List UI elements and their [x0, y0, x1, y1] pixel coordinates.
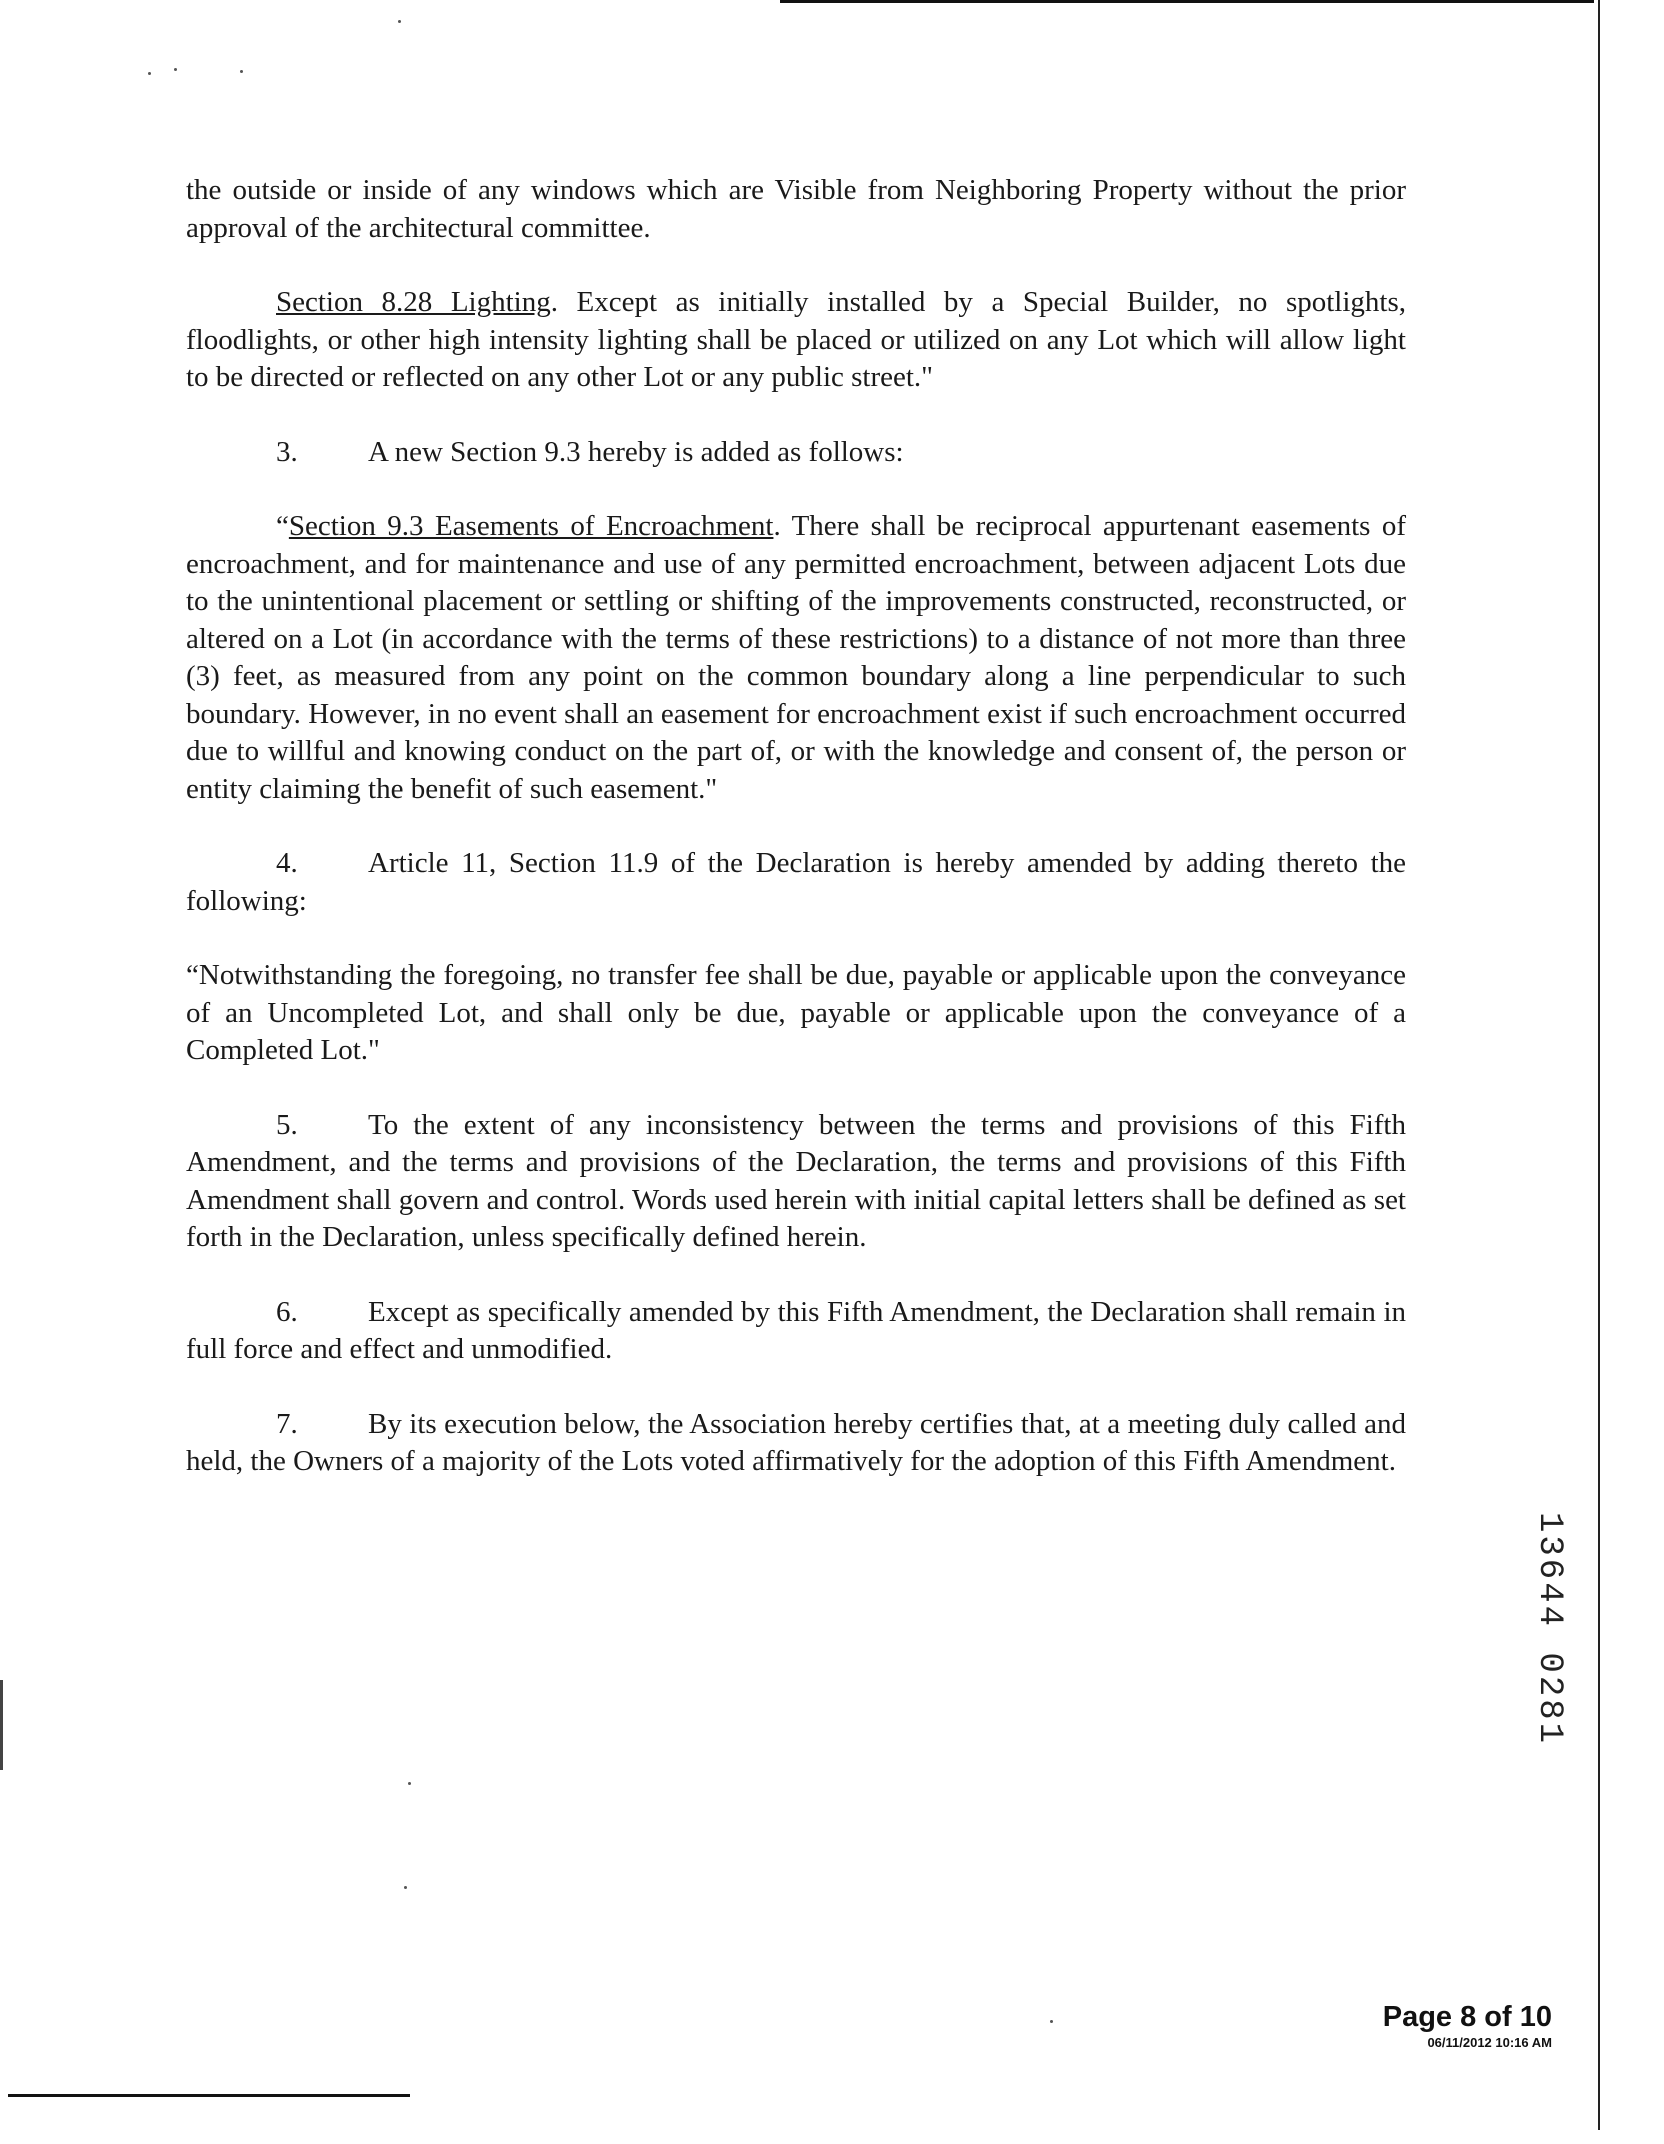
section-8-28-text: . Except as initially installed by a Special Builder, no spotlights, floodlights, or other high intensity lighting shall be placed or utilized on any Lot which will allow light to be directed or reflected on any other Lot or any public street." — [186, 286, 1407, 393]
item-6 — [186, 1294, 1406, 1369]
document-body — [186, 172, 1406, 1518]
left-edge-mark — [0, 1680, 3, 1770]
item-4-number: 4. — [276, 847, 298, 879]
item-6-number: 6. — [276, 1295, 298, 1328]
section-8-28-heading: Section 8.28 Lighting — [276, 286, 551, 318]
item-4-text: Article 11, Section 11.9 of the Declaration is hereby amended by adding thereto the following: — [186, 847, 1406, 917]
scan-speck — [148, 72, 151, 75]
item-5-number: 5. — [276, 1108, 298, 1141]
item-5-text: To the extent of any inconsistency between the terms and provisions of this Fifth Amendment, and the terms and provisions of the Declaration, the terms and provisions of this Fifth Amendment shall govern and control. Words used herein with initial capital letters shall be defined as set forth in the Declaration, unless specifically defined herein. — [186, 1108, 1406, 1253]
bottom-rule — [8, 2094, 410, 2097]
item-3-number: 3. — [276, 435, 298, 468]
scan-speck — [240, 70, 243, 73]
scan-speck — [1050, 2020, 1053, 2023]
paragraph-continuation: the outside or inside of any windows which are Visible from Neighboring Property without the prior approval of the architectural committee. — [186, 174, 1406, 244]
scan-speck — [404, 1886, 407, 1889]
section-9-3-open-quote: “ — [276, 510, 289, 542]
section-9-3-heading: Section 9.3 Easements of Encroachment — [288, 510, 774, 542]
item-7 — [186, 1406, 1406, 1481]
page-number: Page 8 of 10 — [1382, 2001, 1552, 2033]
recording-stamp-text: 13644 0281 — [1530, 1512, 1568, 1747]
item-5 — [186, 1107, 1406, 1257]
section-8-28 — [186, 284, 1406, 397]
scan-speck — [174, 68, 177, 71]
top-rule — [780, 0, 1594, 3]
scan-speck — [398, 20, 401, 23]
item-3 — [186, 434, 1406, 472]
item-4 — [186, 845, 1406, 920]
scan-speck — [408, 1782, 411, 1785]
item-3-text: A new Section 9.3 hereby is added as follows: — [368, 435, 904, 468]
page-footer — [1383, 2000, 1552, 2052]
recording-stamp — [1532, 1512, 1568, 1782]
item-6-text: Except as specifically amended by this Fifth Amendment, the Declaration shall remain in full force and effect and unmodified. — [186, 1295, 1406, 1365]
item-7-number: 7. — [276, 1407, 298, 1440]
section-9-3 — [186, 508, 1406, 808]
transfer-fee-quote: “Notwithstanding the foregoing, no transfer fee shall be due, payable or applicable upon the conveyance of an Uncompleted Lot, and shall only be due, payable or applicable upon the conveyance of a Completed Lot." — [186, 959, 1406, 1066]
item-7-text: By its execution below, the Association hereby certifies that, at a meeting duly called and held, the Owners of a majority of the Lots voted affirmatively for the adoption of this Fifth Amendment. — [186, 1407, 1406, 1477]
section-9-3-text: . There shall be reciprocal appurtenant easements of encroachment, and for maintenance and use of any permitted encroachment, between adjacent Lots due to the unintentional placement or settling or shifting of the improvements constructed, reconstructed, or altered on a Lot (in accordance with the terms of these restrictions) to a distance of not more than three (3) feet, as measured from any point on the common boundary along a line perpendicular to such boundary. However, in no event shall an easement for encroachment exist if such encroachment occurred due to willful and knowing conduct on the part of, or with the knowledge and consent of, the person or entity claiming the benefit of such easement." — [186, 510, 1406, 805]
fax-timestamp: 06/11/2012 10:16 AM — [1427, 2035, 1552, 2050]
right-margin-rule — [1598, 0, 1600, 2130]
